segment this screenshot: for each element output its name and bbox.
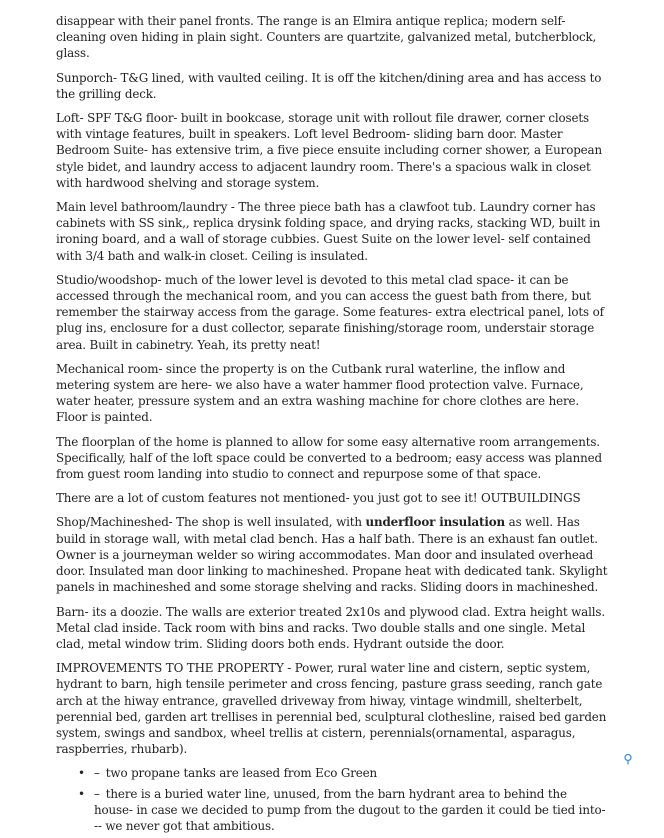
paragraph-sunporch: Sunporch- T&G lined, with vaulted ceiling. It is off the kitchen/dining area and has access to the grilling deck.	[56, 70, 602, 101]
paragraph-floorplan: The floorplan of the home is planned to allow for some easy alternative room arrangements. Specifically, half of the loft space could be converted to a bedroom; easy access was planned from guest room landing into studio to connect and repurpose some of that space.	[56, 434, 602, 482]
bullet-marker: •	[78, 786, 85, 801]
shop-text-after: as well. Has build in storage wall, with metal clad bench. Has a half bath. There is an exhaust fan outlet. Owner is a journeyman welder so wiring accommodates. Man door and insulated overhead door. Insulated man door linking to machineshed. Propane heat with dedicated tank. Skylight panels in machineshed and some storage shelving and racks. Sliding doors in machineshed.	[56, 515, 608, 595]
bullet-marker: •	[78, 766, 85, 781]
paragraph-improvements: IMPROVEMENTS TO THE PROPERTY - Power, rural water line and cistern, septic system, hydrant to barn, high tensile perimeter and cross fencing, pasture grass seeding, ranch gate arch at the hiway entrance, gravelled driveway from hiway, vintage windmill, shelterbelt, perennial bed, garden art trellises in perennial bed, sculptural clothesline, raised bed garden system, swings and sandbox, wheel trellis at cistern, perennials(ornamental, asparagus, raspberries, rhubarb).	[56, 661, 607, 757]
shop-text-bold: underfloor insulation	[365, 515, 506, 530]
paragraph-mechanical-room: Mechanical room- since the property is on the Cutbank rural waterline, the inflow and metering system are here- we also have a water hammer flood protection valve. Furnace, water heater, pressure system and an extra washing machine for chore clothes are here. Floor is painted.	[56, 361, 584, 425]
paragraph-barn: Barn- its a doozie. The walls are exterior treated 2x10s and plywood clad. Extra height walls. Metal clad inside. Tack room with bins and racks. Two double stalls and one single. Metal clad, metal window trim. Sliding doors both ends. Hydrant outside the door.	[56, 604, 605, 651]
list-item	[56, 786, 608, 835]
paragraph-kitchen-continued: disappear with their panel fronts. The range is an Elmira antique replica; modern self-cleaning oven hiding in plain sight. Counters are quartzite, galvanized metal, butcherblock, glass.	[56, 14, 597, 61]
bullet-list	[56, 765, 608, 834]
bullet-dash: –	[94, 786, 100, 801]
paragraph-shop	[56, 514, 608, 595]
bullet-text: there is a buried water line, unused, from the barn hydrant area to behind the house- in case we decided to pump from the dugout to the garden it could be tied into--- we never got that ambitious.	[94, 786, 606, 833]
shop-text-before: Shop/Machineshed- The shop is well insulated, with	[56, 515, 366, 530]
bullet-text: two propane tanks are leased from Eco Green	[105, 766, 378, 781]
paragraph-custom-features: There are a lot of custom features not mentioned- you just got to see it! OUTBUILDINGS	[56, 491, 581, 506]
paragraph-loft: Loft- SPF T&G floor- built in bookcase, storage unit with rollout file drawer, corner closets with vintage features, built in speakers. Loft level Bedroom- sliding barn door. Master Bedroom Suite- has extensive trim, a five piece ensuite including corner shower, a European style bidet, and laundry access to adjacent laundry room. There's a spacious walk in closet with hardwood shelving and storage system.	[56, 111, 603, 190]
paragraph-main-bath-laundry: Main level bathroom/laundry - The three piece bath has a clawfoot tub. Laundry corner has cabinets with SS sink,, replica drysink folding space, and drying racks, stacking WD, built in ironing board, and a wall of storage cubbies. Guest Suite on the lower level- self contained with 3/4 bath and walk-in closet. Ceiling is insulated.	[56, 200, 601, 263]
location-pin-icon[interactable]	[622, 753, 634, 765]
document-body	[56, 13, 608, 838]
bullet-dash: –	[94, 766, 100, 781]
paragraph-studio-woodshop: Studio/woodshop- much of the lower level is devoted to this metal clad space- it can be accessed through the mechanical room, and you can access the guest bath from there, but remember the stairway access from the garage. Some features- extra electrical panel, lots of plug ins, enclosure for a dust collector, separate finishing/storage room, understair storage area. Built in cabinetry. Yeah, its pretty neat!	[56, 272, 604, 352]
